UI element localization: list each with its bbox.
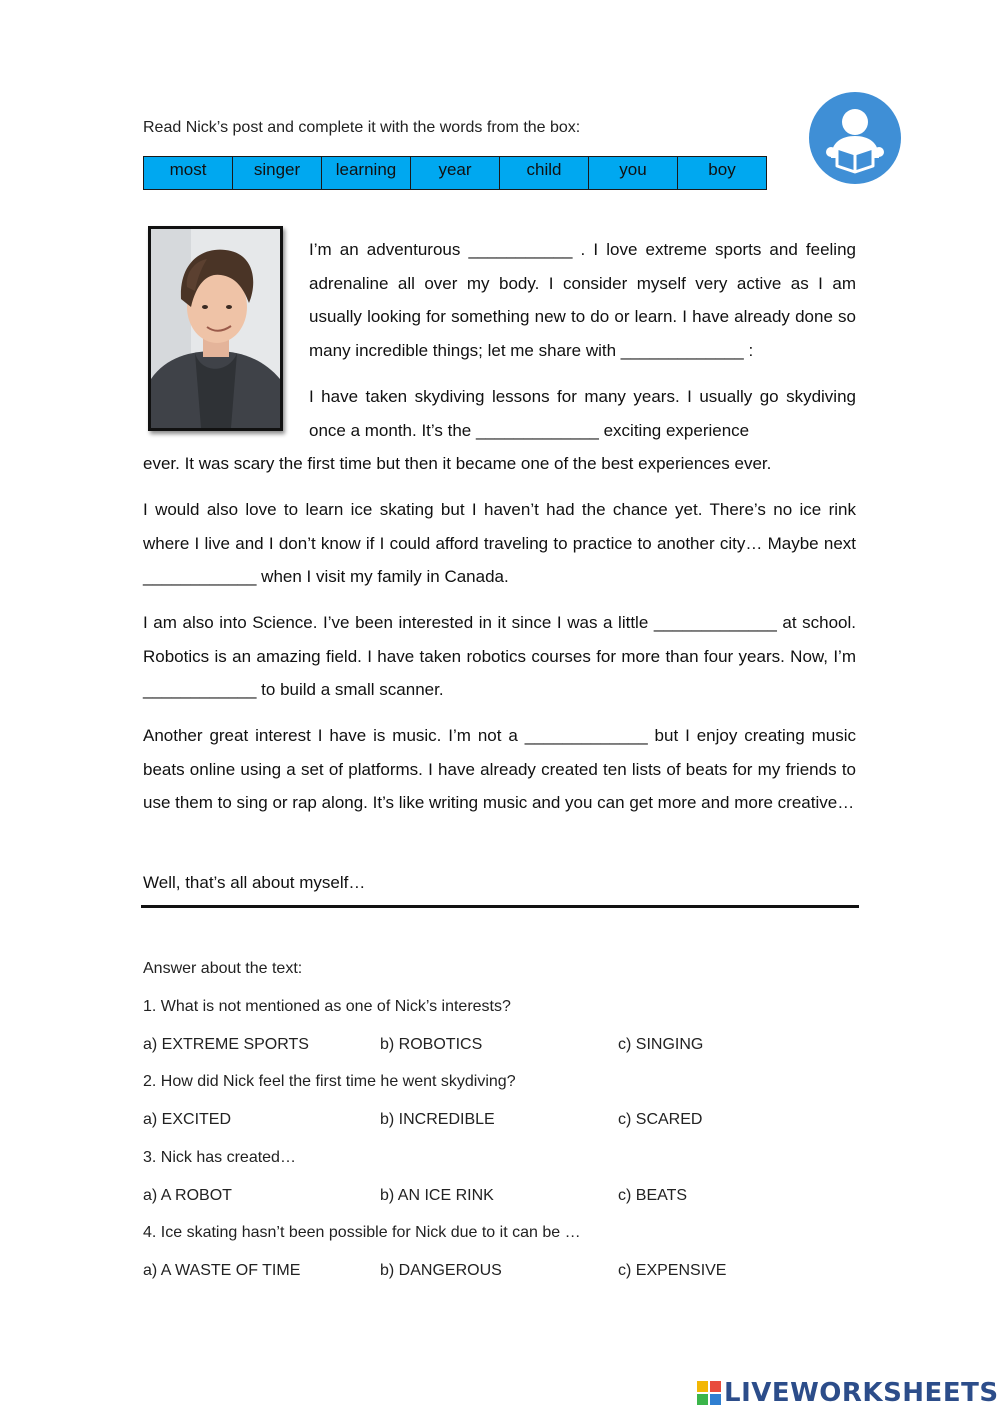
option-a[interactable]: a) A WASTE OF TIME [143, 1262, 301, 1279]
liveworksheets-logo-icon [697, 1381, 721, 1405]
word-box-item: boy [678, 157, 766, 189]
question-3: 3. Nick has created… [143, 1149, 296, 1166]
paragraph-text: I have taken skydiving lessons for many years. I usually go skydiving once a month. It’s the _____________ exciting experience [309, 387, 856, 440]
question-4: 4. Ice skating hasn’t been possible for Nick due to it can be … [143, 1224, 581, 1241]
option-b[interactable]: b) ROBOTICS [380, 1036, 483, 1053]
word-box-item: learning [322, 157, 411, 189]
option-b[interactable]: b) INCREDIBLE [380, 1111, 495, 1128]
paragraph-text: Well, that’s all about myself… [143, 873, 366, 892]
word-box [143, 156, 767, 190]
paragraph-text: I am also into Science. I’ve been interested in it since I was a little _____________ at school. Robotics is an amazing field. I have taken robotics courses for more than four years. Now, I’m ____________ to build a small scanner. [143, 613, 856, 699]
nick-portrait [148, 226, 283, 431]
post-paragraph-2-continued [143, 447, 856, 481]
reading-student-icon [809, 92, 901, 184]
post-paragraph-4 [143, 606, 856, 707]
option-b[interactable]: b) DANGEROUS [380, 1262, 502, 1279]
option-a[interactable]: a) EXCITED [143, 1111, 232, 1128]
option-b[interactable]: b) AN ICE RINK [380, 1187, 494, 1204]
instruction-text: Read Nick’s post and complete it with the words from the box: [143, 119, 581, 136]
option-a[interactable]: a) A ROBOT [143, 1187, 232, 1204]
word-box-item: year [411, 157, 500, 189]
paragraph-text: ever. It was scary the first time but then it became one of the best experiences ever. [143, 454, 772, 473]
post-paragraph-1 [309, 233, 856, 367]
option-c[interactable]: c) SINGING [618, 1036, 704, 1053]
word-box-item: child [500, 157, 589, 189]
word-box-item: you [589, 157, 678, 189]
post-closing [143, 866, 856, 900]
option-c[interactable]: c) EXPENSIVE [618, 1262, 727, 1279]
brand-name: LIVEWORKSHEETS [724, 1378, 999, 1408]
paragraph-text: Another great interest I have is music. I’m not a _____________ but I enjoy creating music beats online using a set of platforms. I have already created ten lists of beats for my friends to use them to sing or rap along. It’s like writing music and you can get more and more creative… [143, 726, 856, 812]
questions-header: Answer about the text: [143, 960, 303, 977]
paragraph-text: I would also love to learn ice skating but I haven’t had the chance yet. There’s no ice rink where I live and I don’t know if I could afford traveling to practice to another city… Maybe next ____________ when I visit my family in Canada. [143, 500, 856, 586]
post-paragraph-5 [143, 719, 856, 820]
option-a[interactable]: a) EXTREME SPORTS [143, 1036, 309, 1053]
question-1: 1. What is not mentioned as one of Nick’s interests? [143, 998, 511, 1015]
section-divider [141, 905, 859, 908]
liveworksheets-logo[interactable] [697, 1378, 999, 1408]
post-paragraph-3 [143, 493, 856, 594]
word-box-item: singer [233, 157, 322, 189]
option-c[interactable]: c) SCARED [618, 1111, 703, 1128]
option-c[interactable]: c) BEATS [618, 1187, 688, 1204]
post-paragraph-2 [309, 380, 856, 447]
paragraph-text: I’m an adventurous ___________ . I love extreme sports and feeling adrenaline all over my body. I consider myself very active as I am usually looking for something new to do or learn. I have already done so many incredible things; let me share with _____________ : [309, 240, 856, 360]
word-box-item: most [144, 157, 233, 189]
question-2: 2. How did Nick feel the first time he went skydiving? [143, 1073, 516, 1090]
